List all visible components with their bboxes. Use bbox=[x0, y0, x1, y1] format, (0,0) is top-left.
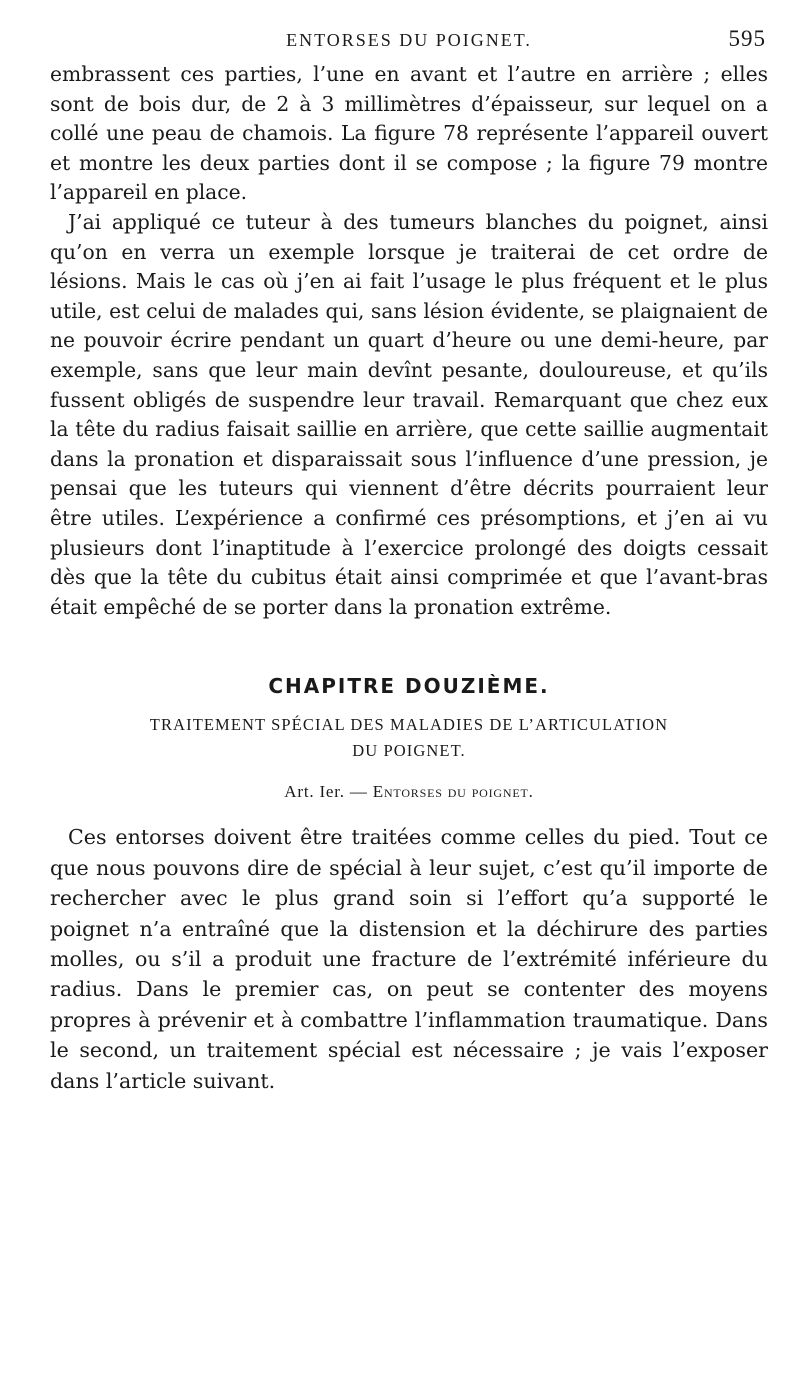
paragraph: Ces entorses doivent être traitées comme celles du pied. Tout ce que nous pouvons dire de spécial à leur sujet, c’est qu’il importe de rechercher avec le plus grand soin si l’effort qu’a supporté le poignet n’a entraîné que la distension et la déchirure des parties molles, ou s’il a produit une fracture de l’extrémité inférieure du radius. Dans le premier cas, on peut se contenter des moyens propres à prévenir et à combattre l’inflammation traumatique. Dans le second, un traitement spécial est nécessaire ; je vais l’exposer dans l’article suivant. bbox=[50, 825, 768, 1093]
paragraph-continued: embrassent ces parties, l’une en avant et l’autre en arrière ; elles sont de bois dur, de 2 à 3 millimètres d’épaisseur, sur lequel on a collé une peau de chamois. La figure 78 représente l’appareil ouvert et montre les deux parties dont il se compose ; la figure 79 montre l’appareil en place. bbox=[50, 62, 768, 205]
article-label: Art. Ier. bbox=[284, 782, 345, 802]
book-page bbox=[50, 0, 768, 1096]
body-text bbox=[50, 60, 768, 622]
running-title: ENTORSES DU POIGNET. bbox=[286, 30, 532, 50]
chapter-title: CHAPITRE DOUZIÈME. bbox=[268, 674, 550, 699]
chapter-subtitle-line: DU POIGNET. bbox=[352, 741, 466, 761]
section-text bbox=[50, 822, 768, 1096]
chapter-subtitle bbox=[50, 712, 768, 764]
article-heading bbox=[50, 782, 768, 802]
chapter-subtitle-line: TRAITEMENT SPÉCIAL DES MALADIES DE L’ARTICULATION bbox=[149, 715, 669, 735]
article-title: — Entorses du poignet. bbox=[349, 782, 534, 802]
page-number: 595 bbox=[728, 26, 766, 51]
running-head bbox=[50, 0, 768, 60]
paragraph: J’ai appliqué ce tuteur à des tumeurs blanches du poignet, ainsi qu’on en verra un exemple lorsque je traiterai de cet ordre de lésions. Mais le cas où j’en ai fait l’usage le plus fréquent et le plus utile, est celui de malades qui, sans lésion évidente, se plaignaient de ne pouvoir écrire pendant un quart d’heure ou une demi-heure, par exemple, sans que leur main devînt pesante, douloureuse, et qu’ils fussent obligés de suspendre leur travail. Remarquant que chez eux la tête du radius faisait saillie en arrière, que cette saillie augmentait dans la pronation et disparaissait sous l’influence d’une pression, je pensai que les tuteurs qui viennent d’être décrits pourraient leur être utiles. L’expérience a confirmé ces présomptions, et j’en ai vu plusieurs dont l’inaptitude à l’exercice prolongé des doigts cessait dès que la tête du cubitus était ainsi comprimée et que l’avant-bras était empêché de se porter dans la pronation extrême. bbox=[50, 209, 768, 619]
